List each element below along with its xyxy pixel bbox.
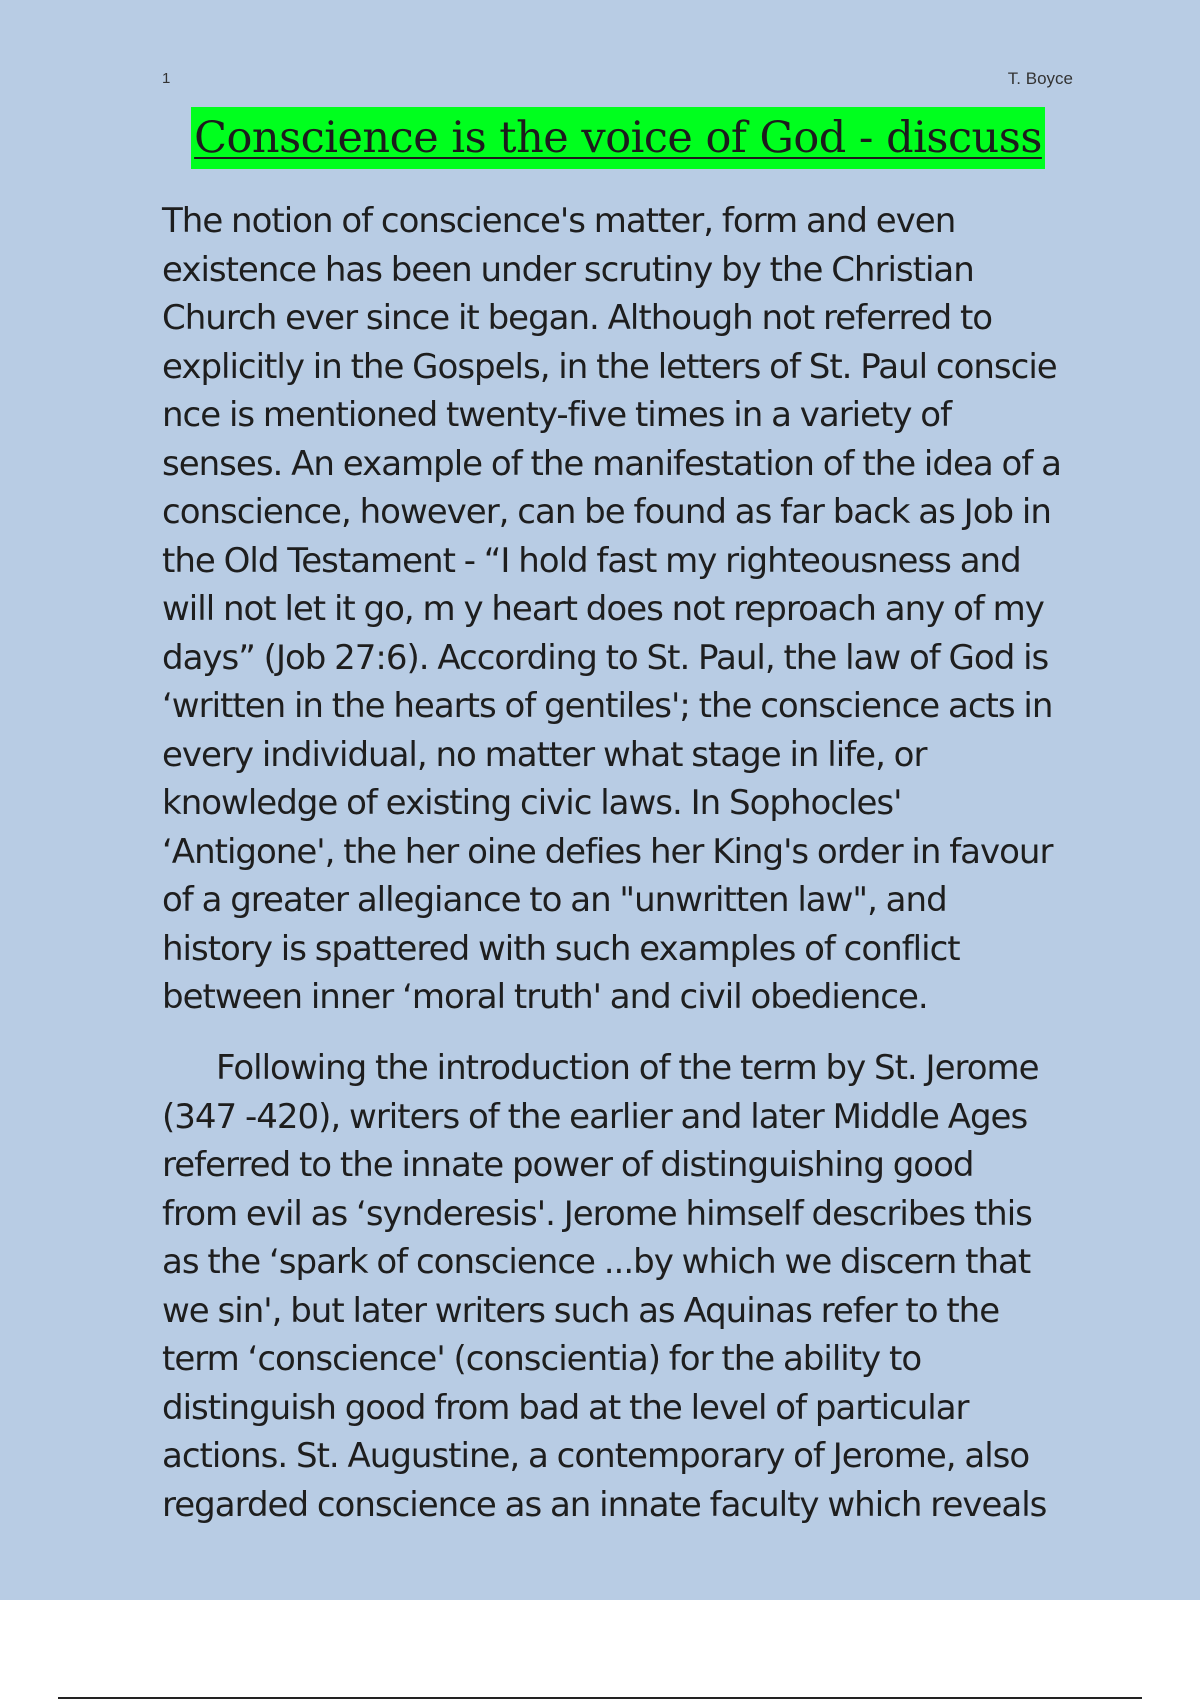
text-line: regarded conscience as an innate faculty which reveals (162, 1484, 1047, 1525)
text-line: will not let it go, m y heart does not reproach any of my (162, 589, 1044, 629)
text-line: senses. An example of the manifestation of the idea of a (162, 443, 1061, 484)
text-line: days” (Job 27:6). According to St. Paul, the law of God is (162, 637, 1049, 678)
text-line: we sin', but later writers such as Aquinas refer to the (162, 1290, 1000, 1331)
paragraph-2 (162, 1044, 1162, 1529)
text-line: Church ever since it began. Although not referred to (162, 298, 993, 338)
paragraph-1-text (162, 197, 1162, 1022)
text-line: existence has been under scrutiny by the Christian (162, 249, 974, 290)
paragraph-2-text (162, 1044, 1162, 1529)
text-line: ‘Antigone', the her oine defies her King's order in favour (162, 831, 1053, 872)
paragraph-1 (162, 197, 1162, 1022)
page-number: 1 (162, 70, 171, 87)
text-line: between inner ‘moral truth' and civil obedience. (162, 977, 928, 1017)
text-line: knowledge of existing civic laws. In Sophocles' (162, 783, 902, 823)
text-line: nce is mentioned twenty-five times in a variety of (162, 395, 952, 435)
text-line: of a greater allegiance to an "unwritten law", and (162, 880, 947, 920)
text-line: explicitly in the Gospels, in the letters of St. Paul conscie (162, 346, 1057, 387)
text-line: as the ‘spark of conscience ...by which we discern that (162, 1242, 1031, 1282)
text-line: ‘written in the hearts of gentiles'; the conscience acts in (162, 686, 1053, 726)
text-line: actions. St. Augustine, a contemporary of Jerome, also (162, 1436, 1030, 1476)
text-line: conscience, however, can be found as far back as Job in (162, 492, 1051, 532)
text-line: Following the introduction of the term by St. Jerome (216, 1048, 1039, 1088)
text-line: (347 -420), writers of the earlier and later Middle Ages (162, 1096, 1028, 1137)
text-line: every individual, no matter what stage in life, or (162, 734, 927, 775)
text-line: from evil as ‘synderesis'. Jerome himself describes this (162, 1193, 1032, 1234)
text-line: referred to the innate power of distinguishing good (162, 1145, 974, 1185)
document-title: Conscience is the voice of God - discuss (191, 107, 1045, 169)
text-line: history is spattered with such examples of conflict (162, 928, 960, 969)
text-line: The notion of conscience's matter, form and even (162, 201, 956, 241)
text-line: term ‘conscience' (conscientia) for the ability to (162, 1339, 922, 1379)
author-name: T. Boyce (1007, 69, 1073, 88)
text-line: the Old Testament - “I hold fast my righteousness and (162, 540, 1021, 581)
text-line: distinguish good from bad at the level of particular (162, 1387, 969, 1428)
title-container (0, 107, 1200, 169)
footer-divider (58, 1697, 1142, 1699)
